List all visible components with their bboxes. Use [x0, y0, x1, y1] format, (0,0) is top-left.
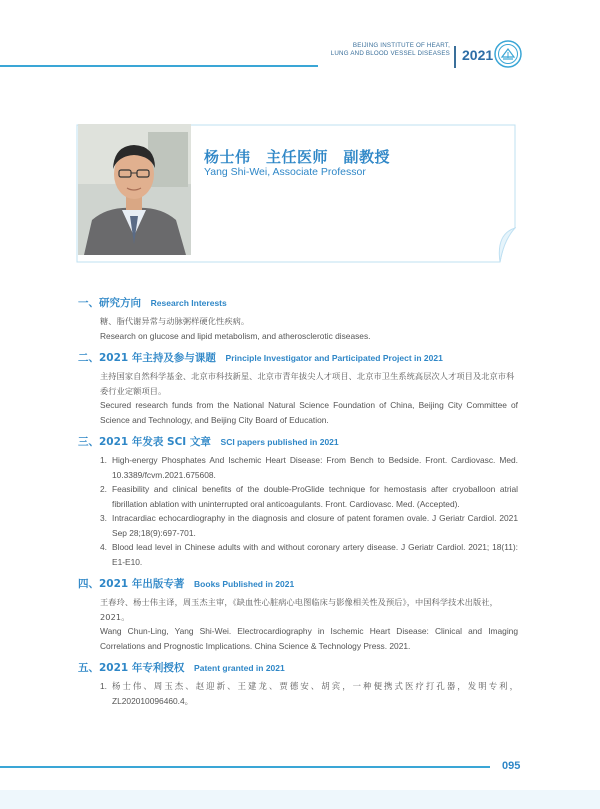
section-sci-papers — [78, 435, 518, 569]
list-item-number: 3. — [100, 513, 107, 523]
list-item — [78, 511, 518, 540]
institute-seal-icon — [494, 40, 522, 68]
institute-name — [330, 42, 450, 58]
list-item-text: High-energy Phosphates And Ischemic Heart Disease: From Bench to Bedside. Front. Cardiovasc. Med. 10.3389/fcvm.2021.675608. — [112, 455, 518, 480]
profile-photo — [78, 124, 191, 255]
list-item-number: 4. — [100, 542, 107, 552]
list-item-text: Intracardiac echocardiography in the diagnosis and closure of patent foramen ovale. J Geriatr Cardiol. 2021 Sep 28;18(9):697-701. — [112, 513, 518, 538]
section-text-en: Secured research funds from the National Natural Science Foundation of China, Beijing City Committee of Science and Technology, and Beijing City Board of Education. — [100, 400, 518, 425]
institute-line-2: LUNG AND BLOOD VESSEL DISEASES — [330, 50, 450, 57]
section-heading — [78, 296, 518, 310]
footer-rule — [0, 766, 490, 768]
header-rule — [0, 65, 318, 67]
section-heading-cn: 二、2021 年主持及参与课题 — [78, 352, 216, 364]
profile-name-cn: 杨士伟 主任医师 副教授 — [204, 148, 391, 166]
section-heading-cn: 五、2021 年专利授权 — [78, 662, 185, 674]
section-heading-en: Books Published in 2021 — [194, 579, 295, 589]
section-text-cn: 主持国家自然科学基金、北京市科技新星、北京市青年拔尖人才项目、北京市卫生系统高层次人才项目及北京市科委行业定额项目。 — [100, 371, 515, 396]
list-item — [78, 453, 518, 482]
section-text-en: Wang Chun-Ling, Yang Shi-Wei. Electrocardiography in Ischemic Heart Disease: Clinical and Imaging Correlations and Prognostic Implications. China Science & Technology Press. 2021. — [100, 626, 518, 651]
section-research-interests — [78, 296, 518, 343]
list-item — [78, 679, 518, 708]
header-year: 2021 — [462, 47, 494, 63]
list-item-text: Feasibility and clinical benefits of the double-ProGlide technique for hemostasis after cryoballoon atrial fibrillation ablation with uninterrupted oral anticoagulants. Front. Cardiovasc. Med. (Accepted). — [112, 484, 518, 509]
section-patents — [78, 661, 518, 708]
content-body — [78, 296, 518, 716]
section-heading — [78, 435, 518, 449]
list-item-number: 1. — [100, 455, 107, 465]
section-heading-en: Research Interests — [150, 298, 227, 308]
list-item-number: 1. — [100, 681, 107, 691]
section-books — [78, 577, 518, 653]
section-heading-cn: 四、2021 年出版专著 — [78, 578, 185, 590]
section-heading-en: Patent granted in 2021 — [194, 663, 285, 673]
list-item-number: 2. — [100, 484, 107, 494]
footer-band — [0, 790, 600, 809]
section-heading — [78, 661, 518, 675]
section-heading-en: SCI papers published in 2021 — [220, 437, 339, 447]
list-item — [78, 540, 518, 569]
profile-name-en: Yang Shi-Wei, Associate Professor — [204, 166, 366, 178]
page-number: 095 — [502, 760, 521, 772]
section-heading-cn: 三、2021 年发表 SCI 文章 — [78, 436, 211, 448]
section-text-en: Research on glucose and lipid metabolism, and atherosclerotic diseases. — [100, 330, 371, 341]
header-divider — [454, 46, 456, 68]
section-projects — [78, 351, 518, 427]
section-heading — [78, 351, 518, 365]
section-heading-en: Principle Investigator and Participated Project in 2021 — [225, 353, 443, 363]
list-item-text: 杨士伟、周玉杰、赵迎新、王建龙、贾德安、胡宾，一种便携式医疗打孔器，发明专利，ZL202010096460.4。 — [112, 681, 518, 706]
section-text-cn: 王春玲、杨士伟主译，周玉杰主审，《缺血性心脏病心电图临床与影像相关性及预后》，中国科学技术出版社，2021。 — [100, 597, 498, 622]
section-text-cn: 糖、脂代谢异常与动脉粥样硬化性疾病。 — [100, 316, 250, 326]
section-heading — [78, 577, 518, 591]
list-item — [78, 482, 518, 511]
list-item-text: Blood lead level in Chinese adults with and without coronary artery disease. J Geriatr Cardiol. 2021; 18(11): E1-E10. — [112, 542, 518, 567]
institute-line-1: BEIJING INSTITUTE OF HEART, — [352, 42, 450, 49]
section-heading-cn: 一、研究方向 — [78, 297, 141, 309]
